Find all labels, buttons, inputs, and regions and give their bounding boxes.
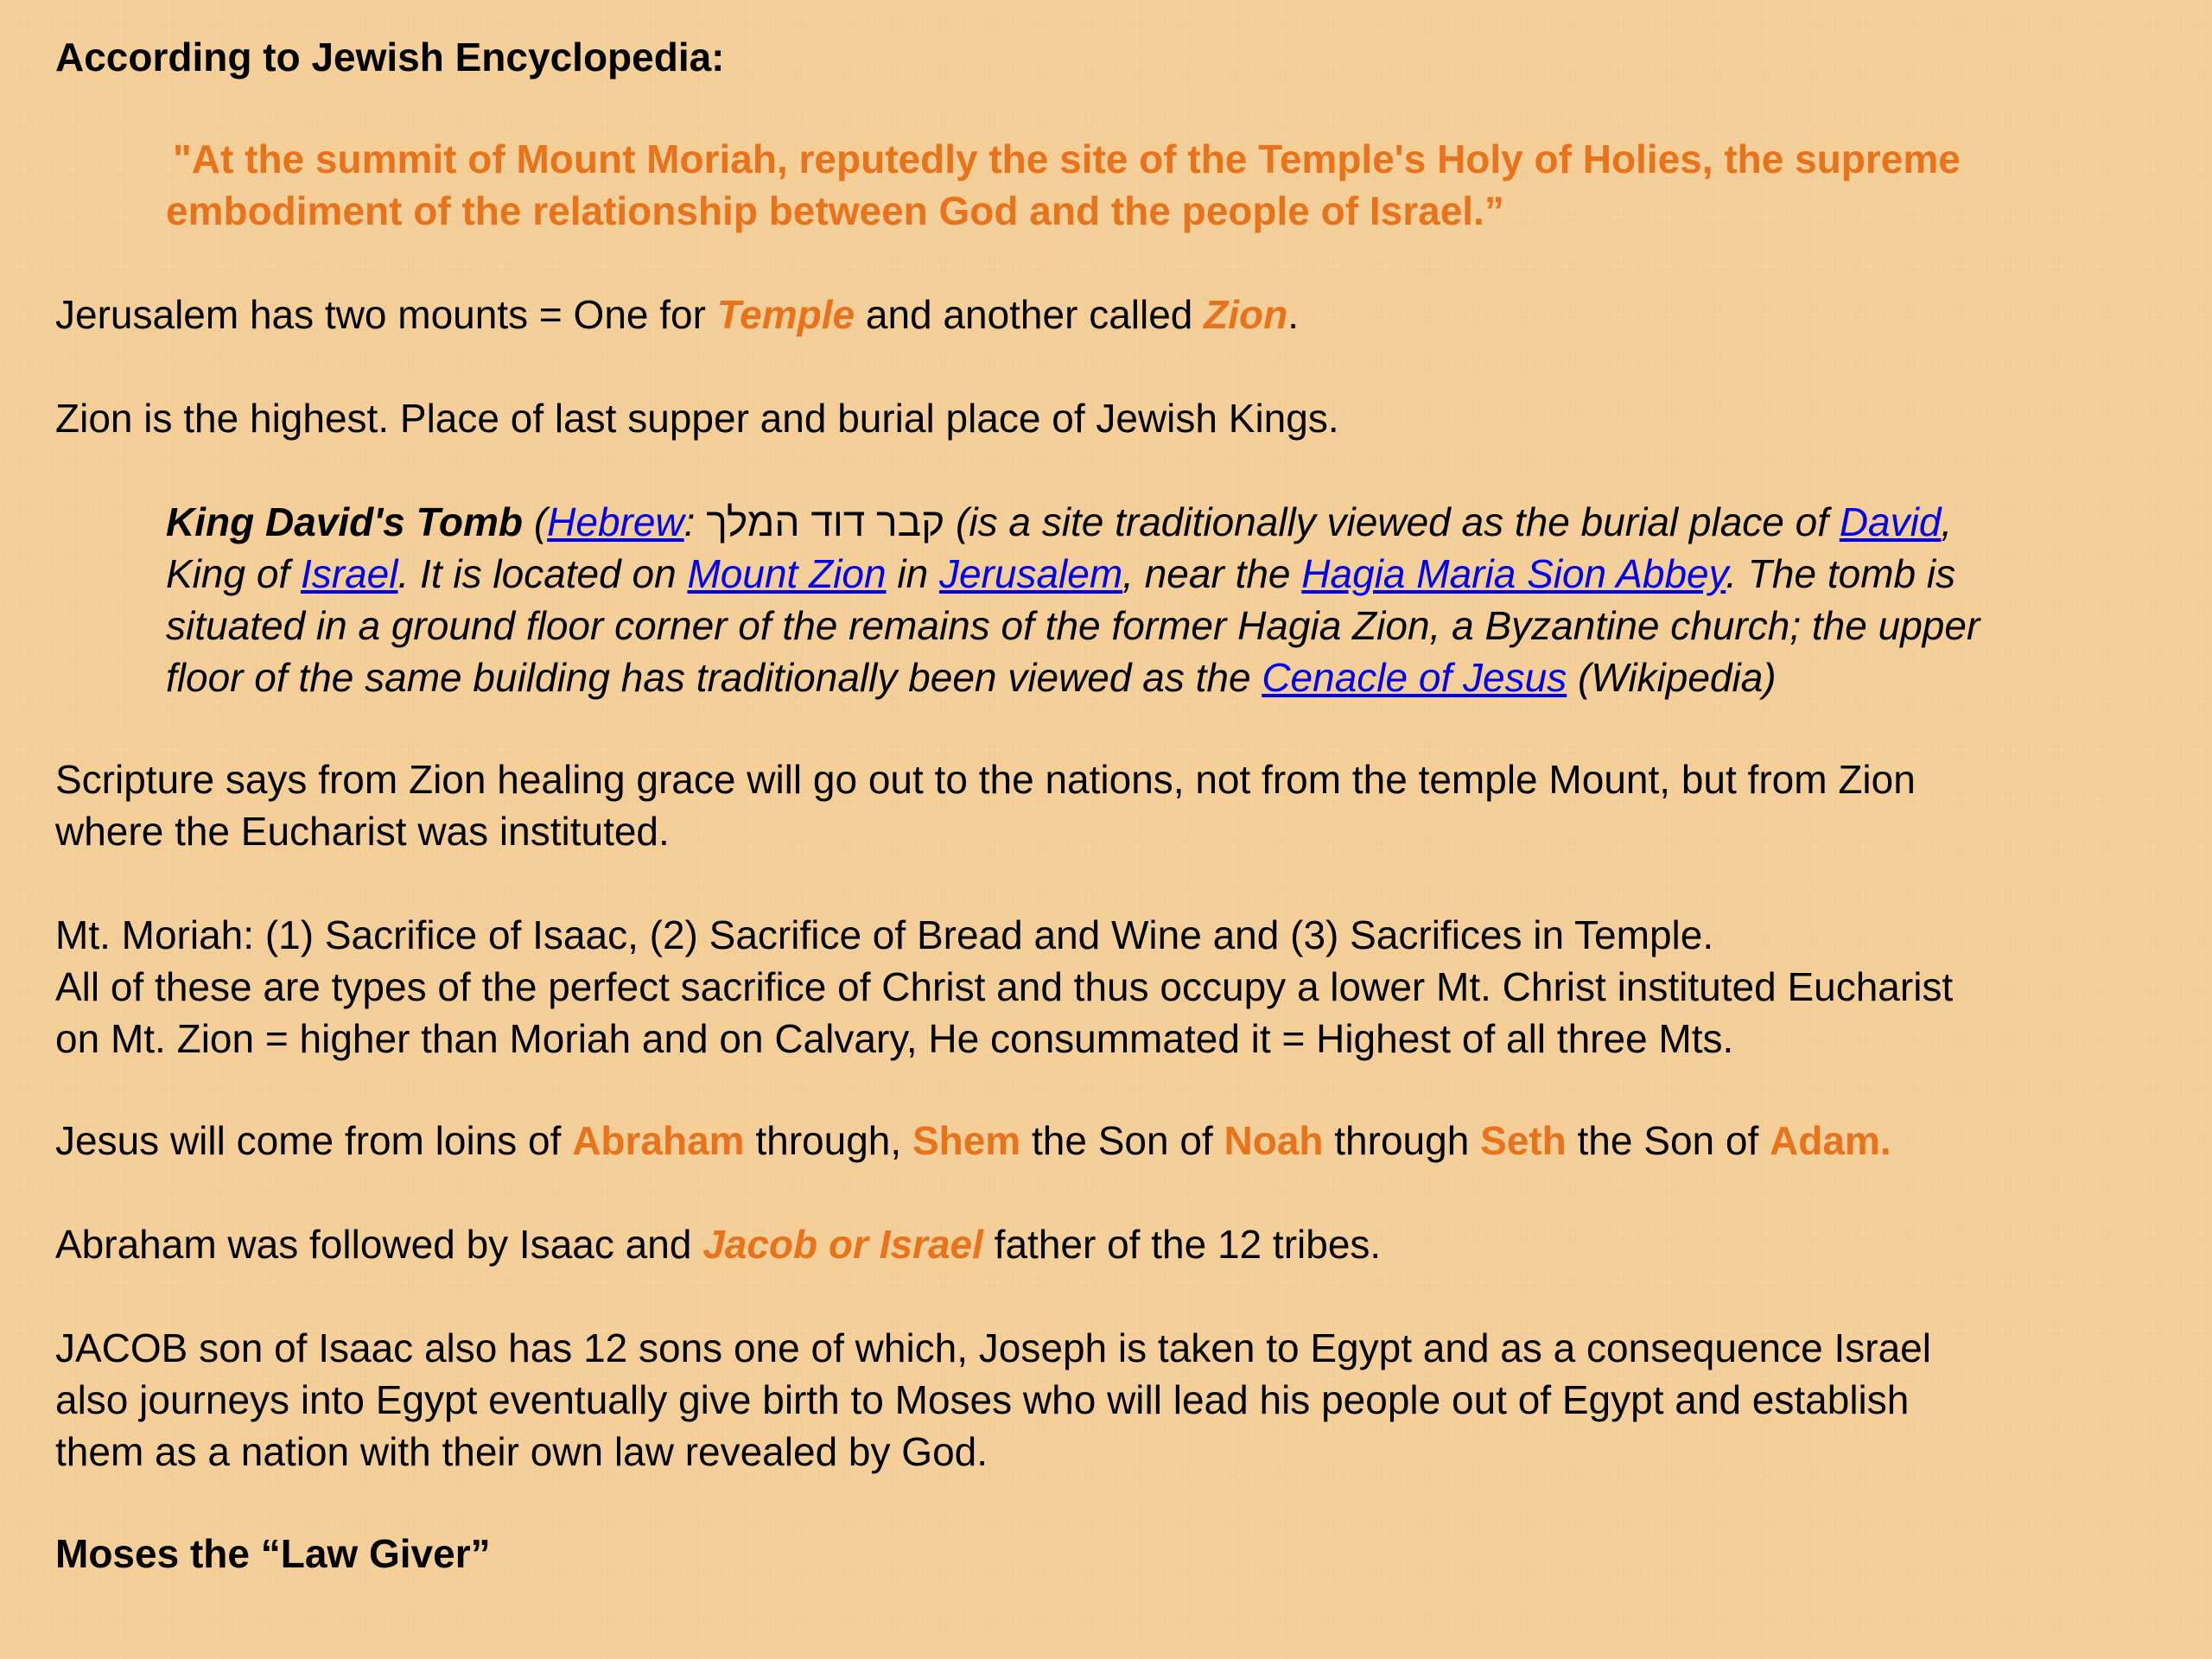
tomb-open-paren: (	[523, 499, 548, 544]
abraham-sentence	[55, 1218, 1381, 1270]
lineage-t4: the Son of	[1566, 1118, 1770, 1163]
mounts-text-post: .	[1287, 292, 1300, 337]
tomb-text-4: in	[886, 551, 939, 596]
tomb-title: King David's Tomb	[166, 499, 524, 544]
temple-highlight: Temple	[716, 292, 855, 337]
moriah-line-3: on Mt. Zion = higher than Moriah and on Calvary, He consummated it = Highest of all three Mts.	[55, 1016, 1734, 1061]
moses-heading: Moses the “Law Giver”	[55, 1531, 491, 1576]
cenacle-of-jesus-link[interactable]: Cenacle of Jesus	[1262, 655, 1567, 700]
hebrew-text: קבר דוד המלך	[706, 499, 945, 544]
tomb-line-1	[166, 496, 1952, 548]
shem-highlight: Shem	[912, 1118, 1021, 1163]
noah-highlight: Noah	[1224, 1118, 1324, 1163]
moriah-line-2: All of these are types of the perfect sacrifice of Christ and thus occupy a lower Mt. Christ instituted Eucharist	[55, 964, 1954, 1009]
israel-link[interactable]: Israel	[301, 551, 398, 596]
mount-zion-link[interactable]: Mount Zion	[687, 551, 887, 596]
zion-highlight: Zion	[1204, 292, 1288, 337]
tomb-comma: ,	[1941, 499, 1953, 544]
moriah-line-1: Mt. Moriah: (1) Sacrifice of Isaac, (2) Sacrifice of Bread and Wine and (3) Sacrifices in Temple.	[55, 912, 1714, 957]
jerusalem-link[interactable]: Jerusalem	[938, 551, 1123, 596]
abraham-pre: Abraham was followed by Isaac and	[55, 1222, 703, 1267]
quote-line-1: "At the summit of Mount Moriah, reputedly the site of the Temple's Holy of Holies, the supreme	[173, 137, 1961, 181]
hagia-maria-sion-abbey-link[interactable]: Hagia Maria Sion Abbey	[1301, 551, 1726, 596]
lineage-t2: the Son of	[1020, 1118, 1224, 1163]
seth-highlight: Seth	[1480, 1118, 1567, 1163]
jacob-line-2: also journeys into Egypt eventually give birth to Moses who will lead his people out of Egypt and establish	[55, 1377, 1910, 1422]
abraham-highlight: Abraham	[572, 1118, 745, 1163]
jacob-highlight: Jacob or Israel	[702, 1222, 983, 1267]
tomb-text-5: , near the	[1122, 551, 1302, 596]
tomb-text-7: floor of the same building has traditionally been viewed as the	[166, 655, 1262, 700]
heading-jewish-encyclopedia: According to Jewish Encyclopedia:	[55, 35, 725, 79]
quote-line-2: embodiment of the relationship between God and the people of Israel.”	[166, 188, 1504, 233]
tomb-text-6: . The tomb is	[1726, 551, 1956, 596]
david-link[interactable]: David	[1839, 499, 1942, 544]
mounts-sentence	[55, 289, 1299, 340]
scripture-line-1: Scripture says from Zion healing grace will go out to the nations, not from the temple Mount, but from Zion	[55, 757, 1916, 802]
scripture-line-2: where the Eucharist was instituted.	[55, 809, 670, 854]
lineage-sentence	[55, 1115, 1891, 1166]
tomb-text-3: . It is located on	[397, 551, 688, 596]
mounts-text-mid: and another called	[855, 292, 1205, 337]
tomb-text-1: (is a site traditionally viewed as the burial place of	[944, 499, 1840, 544]
lineage-t3: through	[1323, 1118, 1481, 1163]
tomb-line-2	[166, 548, 1955, 600]
lineage-pre: Jesus will come from loins of	[55, 1118, 573, 1163]
tomb-line-3: situated in a ground floor corner of the remains of the former Hagia Zion, a Byzantine church; the upper	[166, 603, 1980, 648]
adam-highlight: Adam.	[1770, 1118, 1891, 1163]
tomb-line-4	[166, 652, 1777, 703]
hebrew-link[interactable]: Hebrew	[547, 499, 684, 544]
lineage-t1: through,	[744, 1118, 912, 1163]
tomb-text-8: (Wikipedia)	[1567, 655, 1777, 700]
jacob-line-3: them as a nation with their own law revealed by God.	[55, 1429, 988, 1474]
zion-sentence: Zion is the highest. Place of last supper and burial place of Jewish Kings.	[55, 396, 1339, 441]
mounts-text-pre: Jerusalem has two mounts = One for	[55, 292, 717, 337]
abraham-post: father of the 12 tribes.	[982, 1222, 1382, 1267]
tomb-text-2: King of	[166, 551, 301, 596]
jacob-line-1: JACOB son of Isaac also has 12 sons one of which, Joseph is taken to Egypt and as a consequence Israel	[55, 1325, 1931, 1370]
tomb-colon: :	[683, 499, 707, 544]
